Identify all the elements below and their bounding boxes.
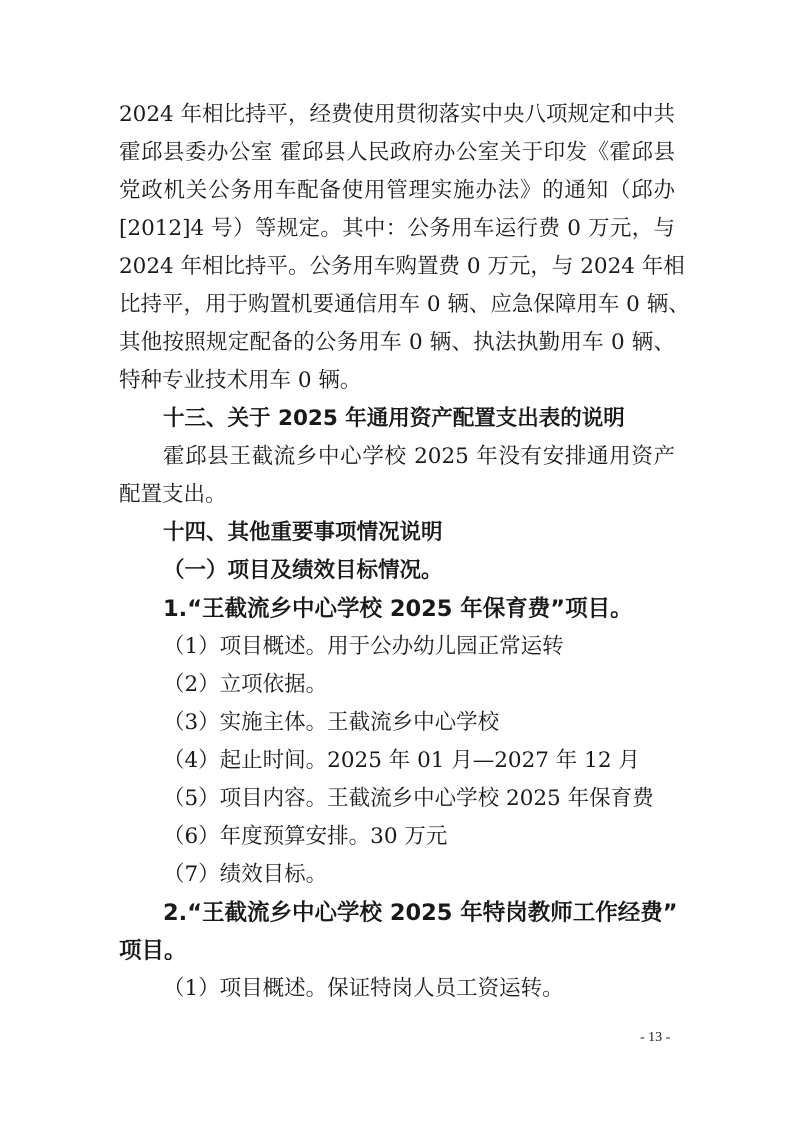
project-1-item: （3）实施主体。王截流乡中心学校 xyxy=(163,710,500,735)
paragraph-line: 2024 年相比持平，经费使用贯彻落实中央八项规定和中共 xyxy=(119,102,676,127)
project-1-item: （5）项目内容。王截流乡中心学校 2025 年保育费 xyxy=(163,786,654,811)
paragraph-line: 2024 年相比持平。公务用车购置费 0 万元，与 2024 年相 xyxy=(119,254,685,279)
paragraph-line: 党政机关公务用车配备使用管理实施办法》的通知（邱办 xyxy=(119,178,675,203)
project-1-item: （7）绩效目标。 xyxy=(163,862,328,887)
page-number: - 13 - xyxy=(640,1030,671,1045)
paragraph-line: [2012]4 号）等规定。其中：公务用车运行费 0 万元，与 xyxy=(119,216,675,241)
project-1-title: 1.“王截流乡中心学校 2025 年保育费”项目。 xyxy=(163,596,633,622)
project-2-title: 2.“王截流乡中心学校 2025 年特岗教师工作经费” xyxy=(163,900,678,926)
subsection-heading: （一）项目及绩效目标情况。 xyxy=(163,558,443,583)
project-2-item: （1）项目概述。保证特岗人员工资运转。 xyxy=(163,976,564,1001)
paragraph-line: 霍邱县委办公室 霍邱县人民政府办公室关于印发《霍邱县 xyxy=(119,140,675,165)
project-2-title-continued: 项目。 xyxy=(119,938,187,964)
project-1-item: （6）年度预算安排。30 万元 xyxy=(163,824,448,849)
project-1-item: （4）起止时间。2025 年 01 月—2027 年 12 月 xyxy=(163,748,640,773)
paragraph-line: 其他按照规定配备的公务用车 0 辆、执法执勤用车 0 辆、 xyxy=(119,330,675,355)
section-13-heading: 十三、关于 2025 年通用资产配置支出表的说明 xyxy=(163,406,625,431)
paragraph-line: 配置支出。 xyxy=(119,482,227,507)
project-1-item: （1）项目概述。用于公办幼儿园正常运转 xyxy=(163,634,564,659)
paragraph-line: 比持平，用于购置机要通信用车 0 辆、应急保障用车 0 辆、 xyxy=(119,292,690,317)
paragraph-line: 特种专业技术用车 0 辆。 xyxy=(119,368,362,393)
paragraph-line: 霍邱县王截流乡中心学校 2025 年没有安排通用资产 xyxy=(163,444,675,469)
project-1-item: （2）立项依据。 xyxy=(163,672,328,697)
section-14-heading: 十四、其他重要事项情况说明 xyxy=(163,520,443,545)
